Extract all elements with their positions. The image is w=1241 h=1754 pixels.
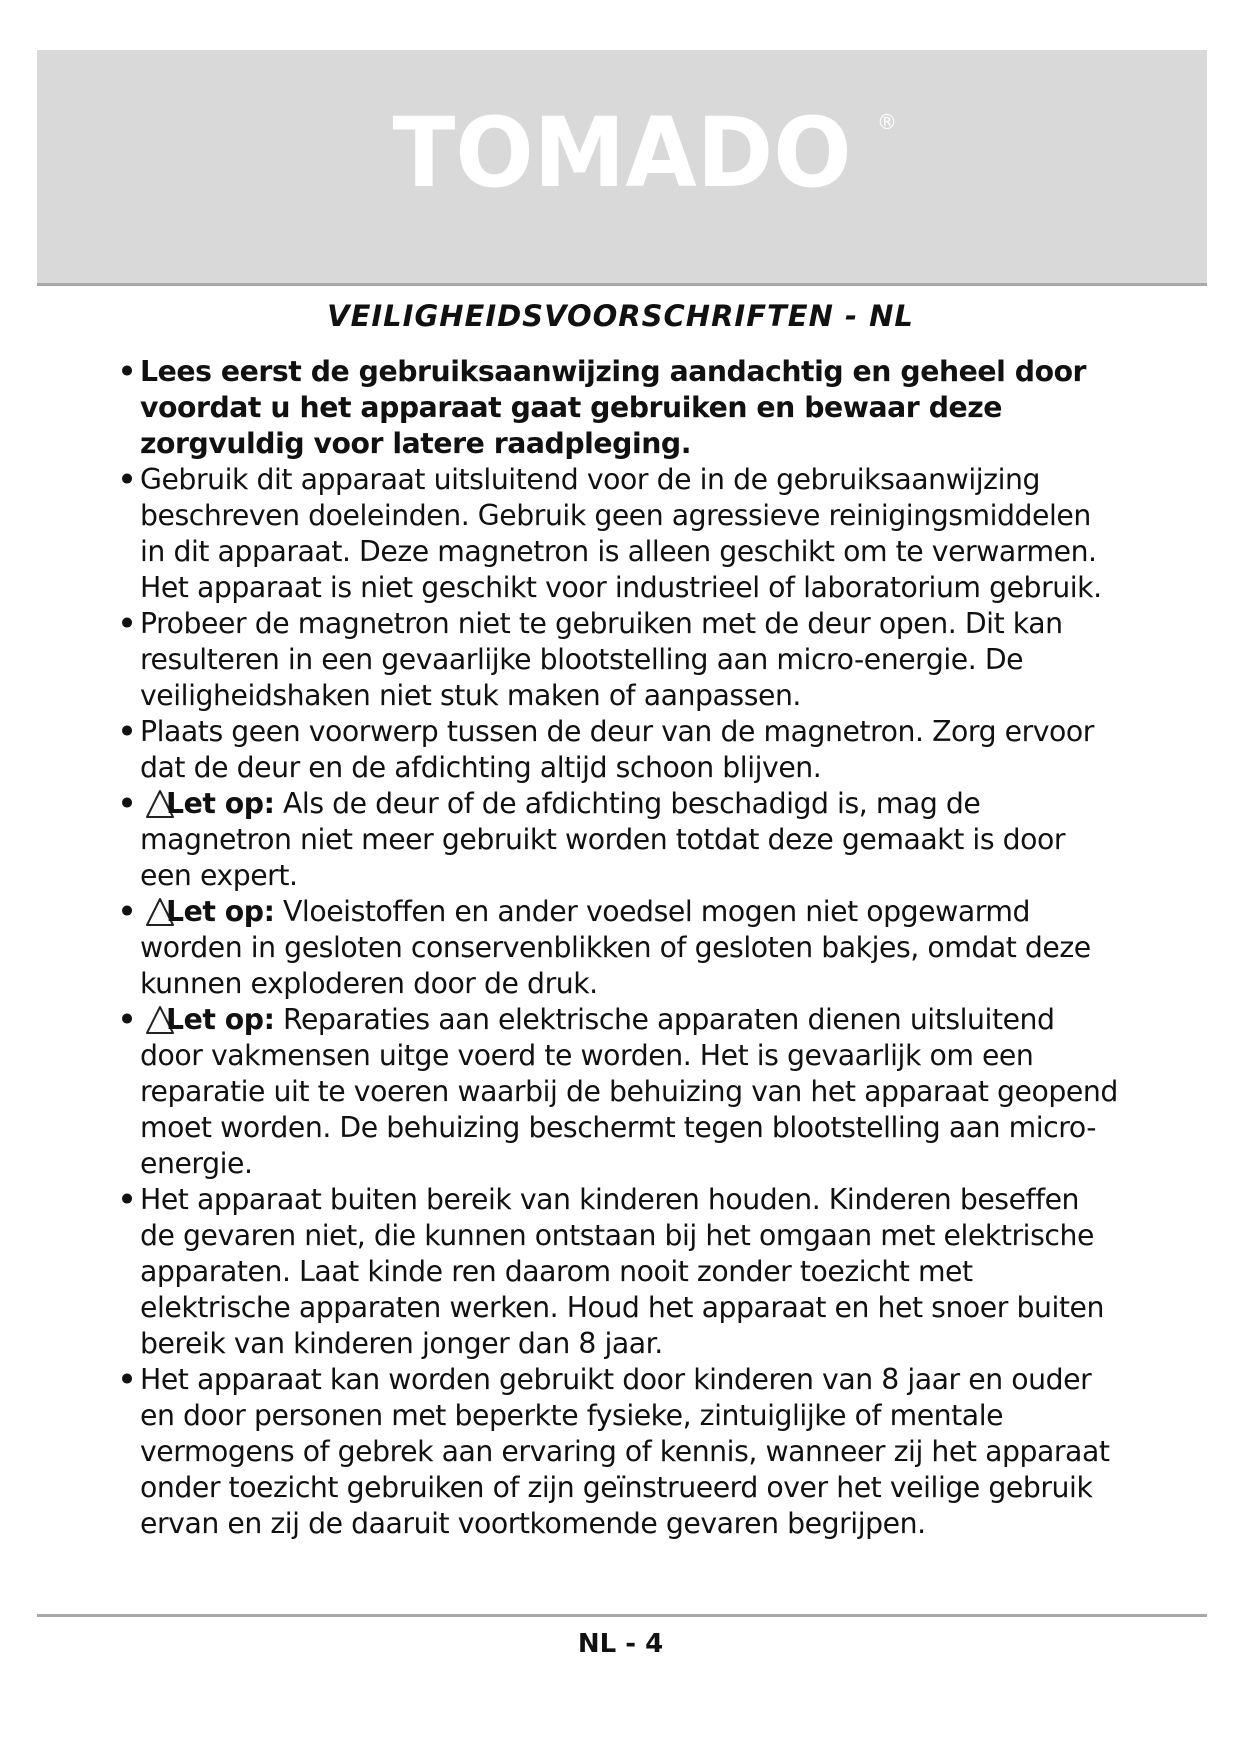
rule-text: Het apparaat buiten bereik van kinderen houden. Kinderen beseffen de gevaren niet, die kunnen ontstaan bij het omgaan met elektrische apparaten. Laat kinde ren daarom nooit zonder toezicht met elektrische apparaten werken. Houd het apparaat en het snoer buiten bereik van kinderen jonger dan 8 jaar. [140, 1183, 1104, 1360]
section-title: VEILIGHEIDSVOORSCHRIFTEN - NL [327, 299, 914, 333]
safety-rule [118, 1182, 1118, 1362]
rule-text: Reparaties aan elektrische apparaten dienen uitsluitend door vakmensen uitge voerd te worden. Het is gevaarlijk om een reparatie uit te voeren waarbij de behuizing van het apparaat geopend moet worden. De behuizing beschermt tegen blootstelling aan micro-energie. [140, 1003, 1118, 1180]
bullet: • [118, 895, 136, 928]
warning-label: Let op: [166, 1003, 275, 1036]
footer-divider [37, 1614, 1207, 1617]
safety-rule-warning [118, 894, 1118, 1002]
bullet: • [118, 715, 136, 748]
bullet: • [118, 787, 136, 820]
page-number: NL - 4 [577, 1629, 664, 1659]
safety-rule-warning [118, 786, 1118, 894]
rule-text: Probeer de magnetron niet te gebruiken met de deur open. Dit kan resulteren in een gevaarlijke blootstelling aan micro-energie. De veiligheidshaken niet stuk maken of aanpassen. [140, 607, 1063, 712]
bullet: • [118, 355, 136, 388]
bullet: • [118, 463, 136, 496]
rule-text: Het apparaat kan worden gebruikt door kinderen van 8 jaar en ouder en door personen met beperkte fysieke, zintuiglijke of mentale vermogens of gebrek aan ervaring of kennis, wanneer zij het apparaat onder toezicht gebruiken of zijn geïnstrueerd over het veilige gebruik ervan en zij de daaruit voortkomende gevaren begrijpen. [140, 1363, 1110, 1540]
safety-rule [118, 354, 1118, 462]
safety-rule [118, 1362, 1118, 1542]
rule-text: Lees eerst de gebruiksaanwijzing aandachtig en geheel door voordat u het apparaat gaat gebruiken en bewaar deze zorgvuldig voor latere raadpleging. [140, 355, 1087, 460]
rule-text: Vloeistoffen en ander voedsel mogen niet opgewarmd worden in gesloten conservenblikken of gesloten bakjes, omdat deze kunnen exploderen door de druk. [140, 895, 1091, 1000]
rule-text: Als de deur of de afdichting beschadigd is, mag de magnetron niet meer gebruikt worden totdat deze gemaakt is door een expert. [140, 787, 1066, 892]
warning-label: Let op: [166, 895, 275, 928]
safety-rule-warning [118, 1002, 1118, 1182]
bullet: • [118, 1363, 136, 1396]
brand-logo: TOMADO [392, 97, 852, 209]
safety-rule [118, 606, 1118, 714]
warning-label: Let op: [166, 787, 275, 820]
safety-rule [118, 714, 1118, 786]
bullet: • [118, 1183, 136, 1216]
safety-rules-list [118, 354, 1118, 1542]
bullet: • [118, 1003, 136, 1036]
rule-text: Gebruik dit apparaat uitsluitend voor de in de gebruiksaanwijzing beschreven doeleinden. Gebruik geen agressieve reinigingsmiddelen in dit apparaat. Deze magnetron is alleen geschikt om te verwarmen. Het apparaat is niet geschikt voor industrieel of laboratorium gebruik. [140, 463, 1102, 604]
trademark-symbol: ® [877, 110, 897, 134]
safety-rule [118, 462, 1118, 606]
bullet: • [118, 607, 136, 640]
rule-text: Plaats geen voorwerp tussen de deur van de magnetron. Zorg ervoor dat de deur en de afdichting altijd schoon blijven. [140, 715, 1094, 784]
header-band [37, 50, 1207, 286]
